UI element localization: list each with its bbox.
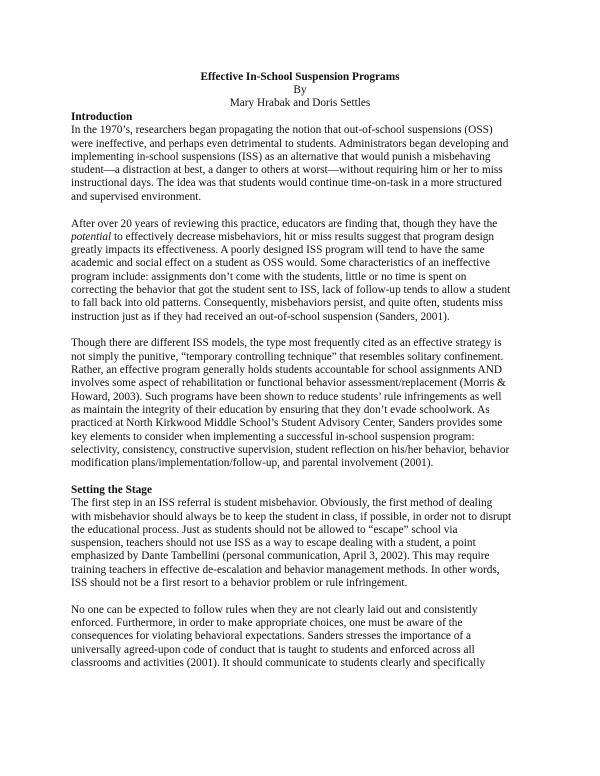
text-line: consequences for violating behavioral expectations. Sanders stresses the importance of a <box>71 630 471 643</box>
text-line: implementing in-school suspensions (ISS) as an alternative that would punish a misbehaving <box>71 150 491 163</box>
document-body <box>71 111 533 684</box>
text-line: suspension, teachers should not use ISS as a way to escape dealing with a student, a point <box>71 537 476 550</box>
authors: Mary Hrabak and Doris Settles <box>229 97 371 109</box>
text-line: ISS should not be a first resort to a behavior problem or rule infringement. <box>71 577 408 589</box>
text-line: greatly impacts its effectiveness. A poorly designed ISS program will tend to have the same <box>71 244 485 257</box>
text-line: correcting the behavior that got the student sent to ISS, lack of follow-up tends to allow a student <box>71 284 511 297</box>
text-line: The first step in an ISS referral is student misbehavior. Obviously, the first method of dealing <box>71 497 493 510</box>
text-line: practiced at North Kirkwood Middle School’s Student Advisory Center, Sanders provides some <box>71 417 503 430</box>
paragraph <box>71 124 533 204</box>
text-line: the educational process. Just as students should not be allowed to “escape” school via <box>71 523 458 536</box>
section-heading-introduction: Introduction <box>71 111 133 123</box>
text-line: After over 20 years of reviewing this practice, educators are finding that, though they have the <box>71 217 498 230</box>
paragraph <box>71 337 533 470</box>
text-line: emphasized by Dante Tambellini (personal communication, April 3, 2002). This may require <box>71 550 490 563</box>
text-line: not simply the punitive, “temporary controlling technique” that resembles solitary confinement. <box>71 350 504 363</box>
paragraph <box>71 604 533 670</box>
text-line: and supervised environment. <box>71 190 202 203</box>
text-line: student—a distraction at best, a danger to others at worst—without requiring him or her to miss <box>71 164 503 177</box>
text-line: training teachers in effective de-escalation and behavior management methods. In other words, <box>71 563 500 576</box>
text-line: No one can be expected to follow rules when they are not clearly laid out and consistently <box>71 603 478 616</box>
text-line: Howard, 2003). Such programs have been shown to reduce students’ rule infringements as well <box>71 390 502 403</box>
paragraph <box>71 497 533 590</box>
text-line: classrooms and activities (2001). It should communicate to students clearly and specifically <box>71 656 486 669</box>
text-line: academic and social effect on a student as OSS would. Some characteristics of an ineffective <box>71 257 490 270</box>
text-line: involves some aspect of rehabilitation or functional behavior assessment/replacement (Morris & <box>71 377 506 390</box>
text-line: universally agreed-upon code of conduct that is taught to students and enforced across all <box>71 643 475 656</box>
text-line: potential to effectively decrease misbehaviors, hit or miss results suggest that program design <box>71 230 495 243</box>
section-heading-setting-the-stage: Setting the Stage <box>71 483 152 496</box>
text-line: In the 1970’s, researchers began propagating the notion that out-of-school suspensions (OSS) <box>71 124 493 137</box>
text-line: modification plans/implementation/follow-up, and parental involvement (2001). <box>71 457 434 470</box>
text-line: were ineffective, and perhaps even detrimental to students. Administrators began developing and <box>71 137 509 150</box>
byline: By <box>293 84 307 96</box>
text-line: Though there are different ISS models, the type most frequently cited as an effective strategy is <box>71 337 502 350</box>
text-line: program include: assignments don’t come with the students, little or no time is spent on <box>71 270 467 283</box>
paragraph <box>71 218 533 324</box>
text-line: key elements to consider when implementing a successful in-school suspension program: <box>71 430 475 443</box>
document-title: Effective In-School Suspension Programs <box>200 71 400 83</box>
text-line: selectivity, consistency, constructive supervision, student reflection on his/her behavior, behavior <box>71 443 510 456</box>
text-line: as maintain the integrity of their education by ensuring that they don’t evade schoolwork. As <box>71 403 490 416</box>
title-block <box>70 71 530 110</box>
text-line: Rather, an effective program generally holds students accountable for school assignments AND <box>71 364 503 377</box>
text-line: with misbehavior should always be to keep the student in class, if possible, in order not to disrupt <box>71 510 512 523</box>
text-line: instruction just as if they had received an out-of-school suspension (Sanders, 2001). <box>71 310 450 323</box>
emphasis-text: potential <box>71 230 112 243</box>
text-line: to fall back into old patterns. Consequently, misbehaviors persist, and quite often, students miss <box>71 297 503 310</box>
text-line: enforced. Furthermore, in order to make appropriate choices, one must be aware of the <box>71 617 463 630</box>
text-line: instructional days. The idea was that students would continue time-on-task in a more structured <box>71 177 502 190</box>
